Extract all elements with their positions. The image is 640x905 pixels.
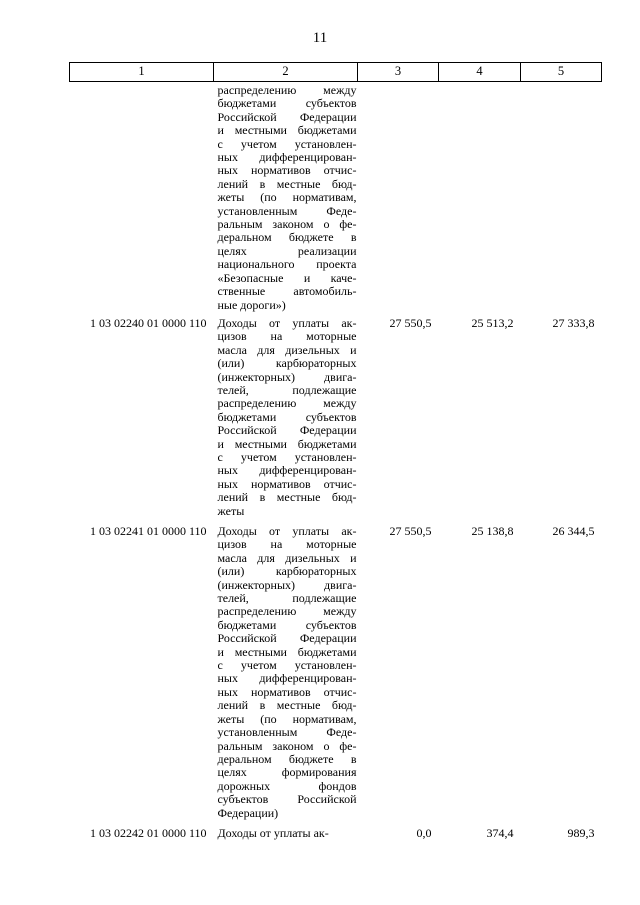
- table-row: [70, 520, 602, 822]
- description-line: (инжекторных) двига-: [217, 577, 357, 592]
- row-description: [214, 822, 358, 842]
- description-line: лений в местные бюд-: [217, 176, 357, 191]
- header-row: [70, 63, 602, 82]
- row-value-col3: [358, 82, 439, 312]
- description-line: целях реализации: [217, 243, 357, 258]
- description-line: национального проекта: [217, 257, 357, 272]
- description-line: Российской Федерации: [217, 631, 357, 646]
- description-line: ных дифференцирован-: [217, 671, 357, 686]
- description-line: жеты (по нормативам,: [217, 711, 357, 726]
- row-value-col3: 27 550,5: [389, 315, 432, 330]
- description-line: Доходы от уплаты ак-: [217, 524, 357, 538]
- description-line: ных нормативов отчис-: [217, 163, 357, 178]
- description-line: деральном бюджете в: [217, 230, 357, 245]
- description-line: Российской Федерации: [217, 109, 357, 124]
- description-line: распределению между: [217, 396, 357, 411]
- row-value-col5: [521, 82, 602, 312]
- table-body: [70, 82, 602, 843]
- row-value-col4: 25 513,2: [471, 315, 514, 330]
- description-line: целях формирования: [217, 765, 357, 780]
- description-line: ные дороги»): [217, 297, 286, 312]
- description-line: масла для дизельных и: [217, 550, 357, 565]
- description-line: с учетом установлен-: [217, 658, 357, 673]
- description-line: «Безопасные и каче-: [217, 270, 357, 285]
- description-line: бюджетами субъектов: [217, 617, 357, 632]
- description-line: и местными бюджетами: [217, 436, 357, 451]
- description-line: Доходы от уплаты ак-: [217, 825, 329, 840]
- description-line: лений в местные бюд-: [217, 490, 357, 505]
- description-line: распределению между: [217, 604, 357, 619]
- page-number: 11: [312, 30, 328, 46]
- description-line: дорожных фондов: [217, 778, 357, 793]
- description-line: ных дифференцирован-: [217, 150, 357, 165]
- header-col-3: 3: [358, 63, 439, 82]
- description-line: субъектов Российской: [217, 792, 357, 807]
- row-value-col4: 25 138,8: [471, 524, 514, 538]
- description-line: с учетом установлен-: [217, 136, 357, 151]
- header-col-5: 5: [521, 63, 602, 82]
- row-code: 1 03 02241 01 0000 110: [89, 524, 207, 538]
- description-line: лений в местные бюд-: [217, 698, 357, 713]
- row-value-col4: 374,4: [486, 825, 514, 840]
- description-line: жеты (по нормативам,: [217, 190, 357, 205]
- description-line: ральным законом о фе-: [217, 217, 357, 232]
- row-value-col5: 989,3: [567, 825, 595, 840]
- description-line: (или) карбюраторных: [217, 564, 357, 579]
- row-value-col3: 0,0: [416, 825, 432, 840]
- description-line: ных нормативов отчис-: [217, 684, 357, 699]
- description-line: и местными бюджетами: [217, 123, 357, 138]
- row-value-col5: 27 333,8: [552, 315, 595, 330]
- header-col-2: 2: [214, 63, 358, 82]
- row-code: [70, 82, 214, 312]
- description-line: Российской Федерации: [217, 423, 357, 438]
- row-code: 1 03 02240 01 0000 110: [89, 315, 207, 330]
- budget-table: [69, 62, 602, 842]
- description-line: цизов на моторные: [217, 537, 357, 552]
- description-line: бюджетами субъектов: [217, 96, 357, 111]
- description-line: ральным законом о фе-: [217, 738, 357, 753]
- header-col-4: 4: [439, 63, 521, 82]
- row-value-col3: 27 550,5: [389, 524, 432, 538]
- description-line: с учетом установлен-: [217, 449, 357, 464]
- description-line: телей, подлежащие: [217, 591, 357, 606]
- description-line: жеты: [217, 503, 245, 518]
- description-line: бюджетами субъектов: [217, 409, 357, 424]
- row-value-col5: 26 344,5: [552, 524, 595, 538]
- row-description: [214, 520, 358, 822]
- row-description: [214, 312, 358, 520]
- description-line: Доходы от уплаты ак-: [217, 315, 357, 330]
- row-value-col4: [439, 82, 521, 312]
- description-line: (инжекторных) двига-: [217, 369, 357, 384]
- description-line: и местными бюджетами: [217, 644, 357, 659]
- description-line: ственные автомобиль-: [217, 284, 357, 299]
- description-line: установленным Феде-: [217, 725, 357, 740]
- description-line: распределению между: [217, 83, 357, 97]
- description-line: (или) карбюраторных: [217, 356, 357, 371]
- table-row-continuation: [70, 82, 602, 312]
- description-line: масла для дизельных и: [217, 342, 357, 357]
- header-col-1: 1: [70, 63, 214, 82]
- table-header: [70, 63, 602, 82]
- description-line: телей, подлежащие: [217, 382, 357, 397]
- description-line: ных нормативов отчис-: [217, 476, 357, 491]
- description-line: цизов на моторные: [217, 329, 357, 344]
- row-code: 1 03 02242 01 0000 110: [89, 825, 207, 840]
- description-line: ных дифференцирован-: [217, 463, 357, 478]
- table-row: [70, 822, 602, 842]
- table-row: [70, 312, 602, 520]
- description-line: Федерации): [217, 805, 279, 820]
- row-description: [214, 82, 358, 312]
- description-line: деральном бюджете в: [217, 751, 357, 766]
- description-line: установленным Феде-: [217, 203, 357, 218]
